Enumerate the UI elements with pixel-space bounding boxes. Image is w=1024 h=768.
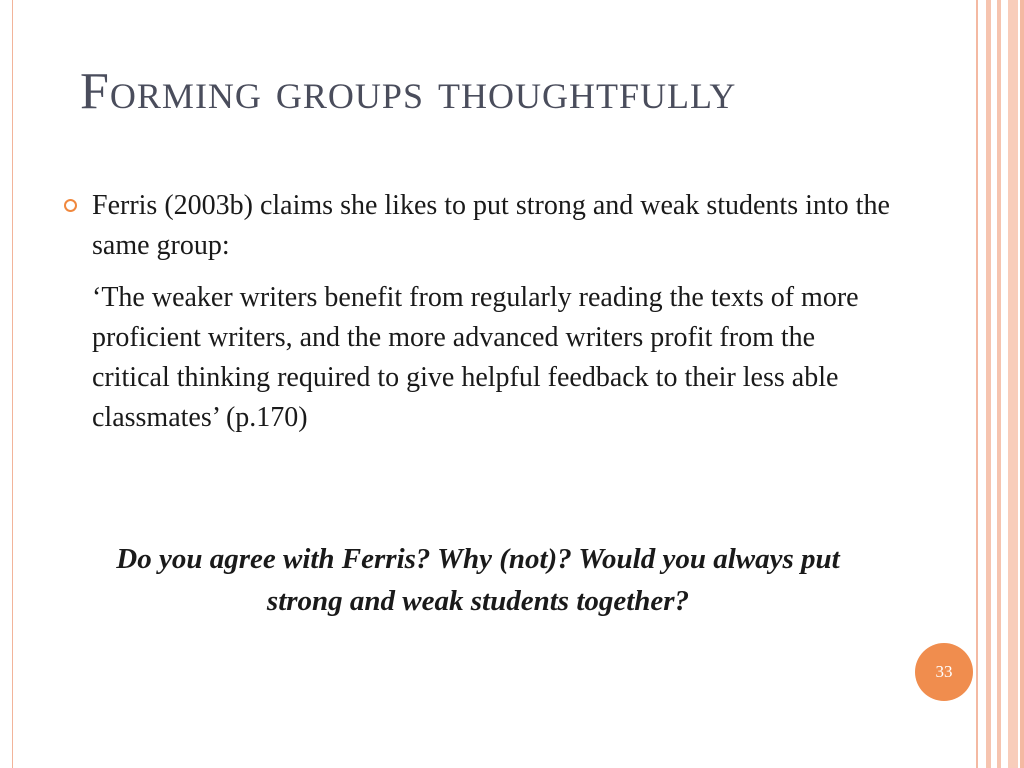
bullet-circle-icon: [64, 199, 77, 212]
quote-text: ‘The weaker writers benefit from regularly reading the texts of more proficient writers, and the more advanced writers profit from the critical thinking required to give helpful feedback to their less able classmates’ (p.170): [92, 282, 859, 433]
decorative-stripe: [986, 0, 991, 768]
page-number-badge: 33: [915, 643, 973, 701]
left-border-line: [12, 0, 13, 768]
discussion-question: Do you agree with Ferris? Why (not)? Would you always put strong and weak students together?: [116, 543, 840, 617]
slide-title: Forming groups thoughtfully: [80, 63, 737, 120]
bullet-text: Ferris (2003b) claims she likes to put strong and weak students into the same group:: [92, 190, 890, 261]
decorative-stripe: [1008, 0, 1018, 768]
decorative-stripe: [1020, 0, 1024, 768]
decorative-stripe: [976, 0, 978, 768]
decorative-stripe: [997, 0, 1001, 768]
